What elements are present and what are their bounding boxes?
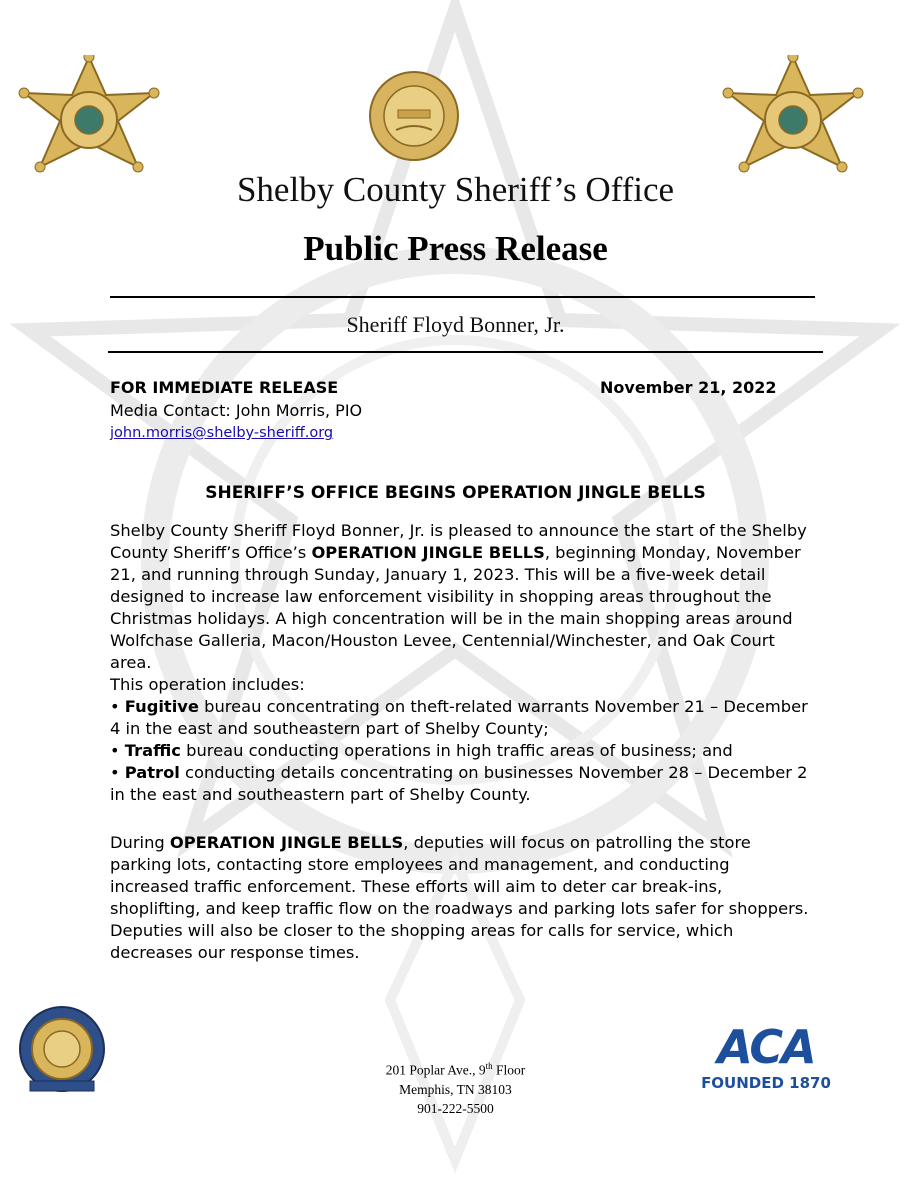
list-item-traffic xyxy=(110,740,810,762)
phone-number: 901-222-5500 xyxy=(417,1100,494,1116)
aca-founded: FOUNDED 1870 xyxy=(701,1074,831,1092)
aca-logo xyxy=(692,1020,840,1094)
paragraph-operation-list xyxy=(110,674,810,806)
bullet: • xyxy=(110,763,120,782)
page-title: Public Press Release xyxy=(303,229,608,268)
release-label: FOR IMMEDIATE RELEASE xyxy=(110,378,339,397)
address-street: 201 Poplar Ave., 9 xyxy=(385,1062,486,1078)
list-item-text: bureau concentrating on theft-related warrants November 21 – December 4 in the east and southeastern part of Shelby County; xyxy=(110,697,808,738)
office-name: Shelby County Sheriff’s Office xyxy=(236,170,675,209)
badge-icon-right xyxy=(722,55,864,185)
headline: SHERIFF’S OFFICE BEGINS OPERATION JINGLE BELLS xyxy=(205,483,706,503)
list-item-fugitive xyxy=(110,696,810,740)
address-floor: Floor xyxy=(492,1062,526,1078)
para1-text-pre: Shelby County Sheriff Floyd Bonner, Jr. is pleased to announce the start of the Shelby County Sheriff’s Office’s xyxy=(110,521,807,562)
aca-logo-text: ACA xyxy=(717,1020,815,1074)
paragraph-deputies xyxy=(110,832,810,964)
divider-bottom xyxy=(108,351,823,353)
para1-operation-name: OPERATION JINGLE BELLS xyxy=(311,543,545,562)
release-date: November 21, 2022 xyxy=(600,378,777,397)
media-contact: Media Contact: John Morris, PIO xyxy=(110,401,363,420)
badge-icon-left xyxy=(18,55,160,185)
list-item-text: bureau conducting operations in high traffic areas of business; and xyxy=(180,741,733,760)
address-sup: th xyxy=(485,1061,493,1071)
list-item-bold: Patrol xyxy=(124,763,180,782)
address-line-2: Memphis, TN 38103 xyxy=(399,1081,512,1097)
seal-icon xyxy=(368,70,460,162)
para3-text-post: , deputies will focus on patrolling the store parking lots, contacting store employees and management, and conducting increased traffic enforcement. These efforts will aim to deter car break-ins, shoplifting, and keep traffic flow on the roadways and parking lots safer for shoppers. Deputies will also be closer to the shopping areas for calls for service, which decreases our response times. xyxy=(110,833,809,962)
bullet: • xyxy=(110,697,120,716)
list-item-patrol xyxy=(110,762,810,806)
contact-email-link[interactable]: john.morris@shelby-sheriff.org xyxy=(110,425,334,441)
bullet: • xyxy=(110,741,120,760)
paragraph-announcement xyxy=(110,520,810,674)
sheriff-name: Sheriff Floyd Bonner, Jr. xyxy=(346,312,565,337)
list-item-bold: Traffic xyxy=(124,741,181,760)
address-line-1 xyxy=(300,1057,611,1080)
para1-text-post: , beginning Monday, November 21, and running through Sunday, January 1, 2023. This will be a five-week detail designed to increase law enforcement visibility in shopping areas throughout the Christmas holidays. A high concentration will be in the main shopping areas around Wolfchase Galleria, Macon/Houston Levee, Centennial/Winchester, and Oak Court area. xyxy=(110,543,801,672)
list-intro: This operation includes: xyxy=(110,675,305,694)
accreditation-seal-icon xyxy=(16,1003,108,1095)
para3-operation-name: OPERATION JINGLE BELLS xyxy=(169,833,404,852)
list-item-text: conducting details concentrating on businesses November 28 – December 2 in the east and southeastern part of Shelby County. xyxy=(110,763,808,804)
divider-top xyxy=(110,296,815,298)
para3-text-pre: During xyxy=(110,833,170,852)
footer-address xyxy=(300,1057,611,1118)
list-item-bold: Fugitive xyxy=(124,697,199,716)
